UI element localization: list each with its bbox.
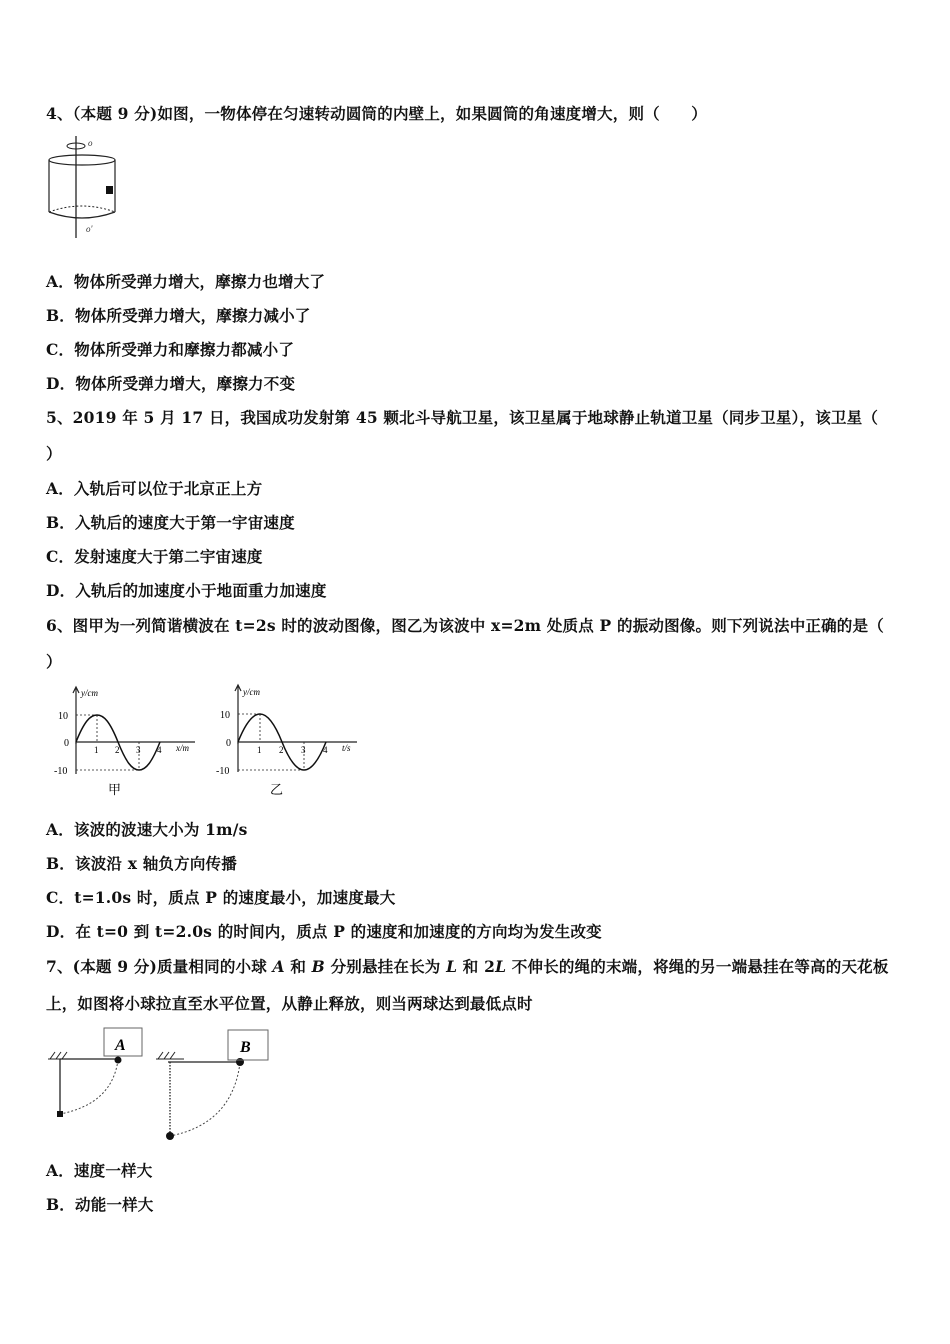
- q5-option-c: C．发射速度大于第二宇宙速度: [46, 547, 263, 566]
- q4-stem: 4、（本题 9 分)如图，一物体停在匀速转动圆筒的内壁上，如果圆筒的角速度增大，则（ ）: [46, 104, 707, 123]
- q7-length-l-symbol: L: [446, 957, 458, 976]
- jia-ytick-10: 10: [58, 711, 68, 722]
- q6-stem-line1: 6、图甲为一列简谐横波在 t=2s 时的波动图像，图乙为该波中 x=2m 处质点 P 的振动图像。则下列说法中正确的是（: [46, 616, 884, 635]
- axis-label-o: o: [88, 138, 93, 148]
- q5-stem-line1: 5、2019 年 5 月 17 日，我国成功发射第 45 颗北斗导航卫星，该卫星属于地球静止轨道卫星（同步卫星），该卫星（: [46, 408, 879, 427]
- pendulum-figure: [42, 1024, 282, 1148]
- q7-stem-line2: 上，如图将小球拉直至水平位置，从静止释放，则当两球达到最低点时: [46, 994, 533, 1013]
- jia-ytick-0: 0: [64, 738, 69, 749]
- jia-ytick-neg10: -10: [54, 766, 68, 777]
- ball-b-start: [236, 1058, 244, 1066]
- yi-ytick-0: 0: [226, 738, 231, 749]
- jia-xtick-1: 1: [94, 745, 99, 755]
- rotating-cylinder-figure: [42, 132, 122, 242]
- ball-a-low: [57, 1111, 63, 1117]
- q5-option-b: B．入轨后的速度大于第一宇宙速度: [46, 513, 295, 532]
- yi-xtick-2: 2: [279, 745, 284, 755]
- q4-option-b: B．物体所受弹力增大，摩擦力减小了: [46, 306, 311, 325]
- q4-option-d: D．物体所受弹力增大，摩擦力不变: [46, 374, 296, 393]
- ball-a-start: [115, 1057, 122, 1064]
- yi-ytick-10: 10: [220, 710, 230, 721]
- q4-option-c: C．物体所受弹力和摩擦力都减小了: [46, 340, 295, 359]
- yi-caption: 乙: [270, 782, 284, 797]
- jia-xtick-3: 3: [136, 745, 141, 755]
- yi-xtick-4: 4: [323, 745, 328, 755]
- jia-xtick-2: 2: [115, 745, 120, 755]
- jia-xtick-4: 4: [157, 745, 162, 755]
- q6-option-a: A．该波的波速大小为 1m/s: [46, 820, 248, 839]
- axis-label-o-prime: o': [86, 224, 93, 234]
- q7-length-2l-symbol: L: [495, 957, 507, 976]
- yi-ytick-neg10: -10: [216, 766, 230, 777]
- q7-ball-a-symbol: A: [272, 957, 285, 976]
- label-a: A: [115, 1037, 126, 1054]
- q6-option-b: B．该波沿 x 轴负方向传播: [46, 854, 237, 873]
- q6-option-d: D．在 t=0 到 t=2.0s 的时间内，质点 P 的速度和加速度的方向均为发生改变: [46, 922, 602, 941]
- q6-stem-line2: ）: [46, 652, 62, 671]
- jia-xlabel: x/m: [176, 743, 189, 753]
- yi-xtick-3: 3: [301, 745, 306, 755]
- q6-option-c: C．t=1.0s 时，质点 P 的速度最小，加速度最大: [46, 888, 396, 907]
- yi-xlabel: t/s: [342, 743, 351, 753]
- jia-ylabel: y/cm: [81, 688, 98, 698]
- q5-option-d: D．入轨后的加速度小于地面重力加速度: [46, 581, 327, 600]
- q4-option-a: A．物体所受弹力增大，摩擦力也增大了: [46, 272, 326, 291]
- yi-xtick-1: 1: [257, 745, 262, 755]
- q5-option-a: A．入轨后可以位于北京正上方: [46, 479, 263, 498]
- yi-ylabel: y/cm: [243, 687, 260, 697]
- q7-stem-line1: 7、(本题 9 分)质量相同的小球 A 和 B 分别悬挂在长为 L 和 2L 不伸长的绳的末端，将绳的另一端悬挂在等高的天花板: [46, 957, 889, 976]
- q7-option-b: B．动能一样大: [46, 1195, 154, 1214]
- jia-caption: 甲: [108, 782, 122, 797]
- vibration-graph-yi: [212, 682, 362, 799]
- q5-stem-line2: ）: [46, 444, 62, 463]
- wave-graph-jia: [50, 684, 200, 799]
- ball-b-low: [166, 1132, 174, 1140]
- q7-ball-b-symbol: B: [311, 957, 325, 976]
- q7-option-a: A．速度一样大: [46, 1161, 153, 1180]
- label-b: B: [240, 1039, 251, 1056]
